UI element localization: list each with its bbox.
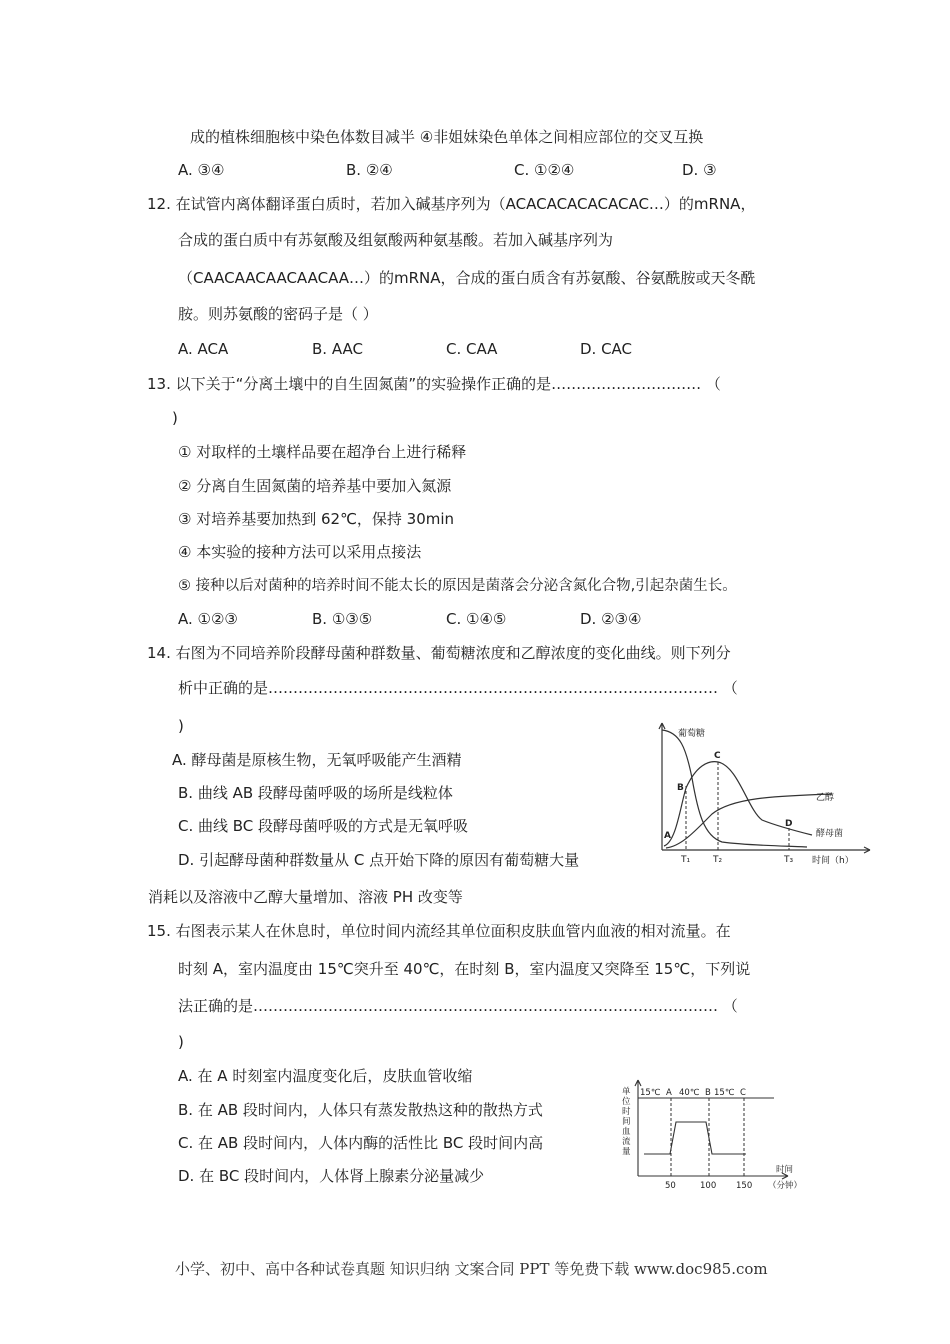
q12-option-b[interactable]: B. AAC <box>312 340 363 358</box>
y-label-3: 间 <box>622 1117 631 1127</box>
t1-label: T₁ <box>681 855 691 865</box>
q12-option-d[interactable]: D. CAC <box>580 340 633 358</box>
q11-options <box>178 160 717 180</box>
q11-option-d[interactable]: D. ③ <box>682 161 717 179</box>
mark-b-label: B <box>705 1088 711 1098</box>
yeast-culture-figure <box>652 718 877 866</box>
y-label-6: 量 <box>622 1147 631 1157</box>
q15-stem-line3: 法正确的是………………………………………………………………………………… （ <box>178 997 738 1015</box>
q12-options <box>178 339 632 359</box>
q11-continuation: 成的植株细胞核中染色体数目减半 ④非姐妹染色单体之间相应部位的交叉互换 <box>190 128 704 146</box>
q13-option-d[interactable]: D. ②③④ <box>580 610 642 628</box>
q13-item-5: ⑤ 接种以后对菌种的培养时间不能太长的原因是菌落会分泌含氮化合物,引起杂菌生长。 <box>178 578 737 594</box>
blood-flow-figure <box>618 1076 818 1194</box>
x-50-label: 50 <box>665 1181 676 1191</box>
q14-option-c[interactable]: C. 曲线 BC 段酵母菌呼吸的方式是无氧呼吸 <box>178 817 469 835</box>
point-b-label: B <box>677 783 684 793</box>
q12-option-a[interactable]: A. ACA <box>178 340 229 358</box>
x-150-label: 150 <box>736 1181 753 1191</box>
y-label-1: 位 <box>622 1097 631 1107</box>
q15-stem-line4: ) <box>178 1033 184 1051</box>
temp-40-label: 40℃ <box>679 1088 700 1098</box>
q15-stem-line1: 15. 右图表示某人在休息时，单位时间内流经其单位面积皮肤血管内血液的相对流量。在 <box>147 922 731 940</box>
q14-option-d[interactable]: D. 引起酵母菌种群数量从 C 点开始下降的原因有葡萄糖大量 <box>178 851 580 869</box>
q15-option-c[interactable]: C. 在 AB 段时间内，人体内酶的活性比 BC 段时间内高 <box>178 1134 544 1152</box>
q12-stem-line1: 12. 在试管内离体翻译蛋白质时，若加入碱基序列为（ACACACACACACAC…）的mRNA， <box>147 195 756 213</box>
temp-15-label: 15℃ <box>640 1088 661 1098</box>
glucose-label: 葡萄糖 <box>678 729 706 739</box>
footer-promo: 小学、初中、高中各种试卷真题 知识归纳 文案合同 PPT 等免费下载 www.doc985.com <box>175 1260 768 1278</box>
y-label-2: 时 <box>622 1107 631 1117</box>
q13-stem-line1: 13. 以下关于“分离土壤中的自生固氮菌”的实验操作正确的是………………………… （ <box>147 375 721 393</box>
ethanol-label: 乙醇 <box>816 793 835 803</box>
q13-option-c[interactable]: C. ①④⑤ <box>446 610 507 628</box>
point-d-label: D <box>785 819 793 829</box>
q11-option-a[interactable]: A. ③④ <box>178 161 225 179</box>
q13-item-2: ② 分离自生固氮菌的培养基中要加入氮源 <box>178 477 452 495</box>
temp-15b-label: 15℃ <box>714 1088 735 1098</box>
x-label-time: 时间 <box>776 1165 794 1175</box>
q12-stem-line3: （CAACAACAACAACAA…）的mRNA，合成的蛋白质含有苏氨酸、谷氨酰胺或天冬酰 <box>178 269 756 287</box>
q13-item-1: ① 对取样的土壤样品要在超净台上进行稀释 <box>178 443 467 461</box>
y-label-4: 血 <box>622 1127 631 1137</box>
q14-option-a[interactable]: A. 酵母菌是原核生物，无氧呼吸能产生酒精 <box>172 751 462 769</box>
q15-option-a[interactable]: A. 在 A 时刻室内温度变化后，皮肤血管收缩 <box>178 1067 473 1085</box>
q12-stem-line4: 胺。则苏氨酸的密码子是（ ） <box>178 305 378 323</box>
q14-option-b[interactable]: B. 曲线 AB 段酵母菌呼吸的场所是线粒体 <box>178 784 453 802</box>
q11-option-b[interactable]: B. ②④ <box>346 161 393 179</box>
yeast-label: 酵母菌 <box>816 829 844 839</box>
q13-option-a[interactable]: A. ①②③ <box>178 610 238 628</box>
mark-c-label: C <box>740 1088 746 1098</box>
q14-stem-line3: ) <box>178 717 184 735</box>
q15-stem-line2: 时刻 A，室内温度由 15℃突升至 40℃，在时刻 B，室内温度又突降至 15℃，下列说 <box>178 960 751 978</box>
q13-stem-line2: ) <box>172 409 178 427</box>
q15-option-b[interactable]: B. 在 AB 段时间内，人体只有蒸发散热这种的散热方式 <box>178 1101 543 1119</box>
x-label-unit: （分钟） <box>768 1181 803 1191</box>
point-a-label: A <box>664 831 671 841</box>
q12-stem-line2: 合成的蛋白质中有苏氨酸及组氨酸两种氨基酸。若加入碱基序列为 <box>178 231 614 249</box>
t3-label: T₃ <box>784 855 794 865</box>
x-100-label: 100 <box>700 1181 717 1191</box>
q14-stem-line2: 析中正确的是……………………………………………………………………………… （ <box>178 679 738 697</box>
q14-stem-line1: 14. 右图为不同培养阶段酵母菌种群数量、葡萄糖浓度和乙醇浓度的变化曲线。则下列分 <box>147 644 731 662</box>
time-axis-label: 时间（h） <box>812 856 854 866</box>
q14-option-d-cont: 消耗以及溶液中乙醇大量增加、溶液 PH 改变等 <box>148 888 463 906</box>
q13-options <box>178 609 641 629</box>
q13-item-3: ③ 对培养基要加热到 62℃，保持 30min <box>178 510 455 528</box>
t2-label: T₂ <box>713 855 723 865</box>
mark-a-label: A <box>666 1088 672 1098</box>
blood-flow-curve <box>644 1122 746 1154</box>
q12-option-c[interactable]: C. CAA <box>446 340 498 358</box>
y-label-5: 流 <box>622 1137 631 1147</box>
q13-item-4: ④ 本实验的接种方法可以采用点接法 <box>178 543 422 561</box>
q11-option-c[interactable]: C. ①②④ <box>514 161 575 179</box>
q15-option-d[interactable]: D. 在 BC 段时间内，人体肾上腺素分泌量减少 <box>178 1167 485 1185</box>
point-c-label: C <box>714 751 721 761</box>
q13-option-b[interactable]: B. ①③⑤ <box>312 610 373 628</box>
y-label-0: 单 <box>622 1087 631 1097</box>
